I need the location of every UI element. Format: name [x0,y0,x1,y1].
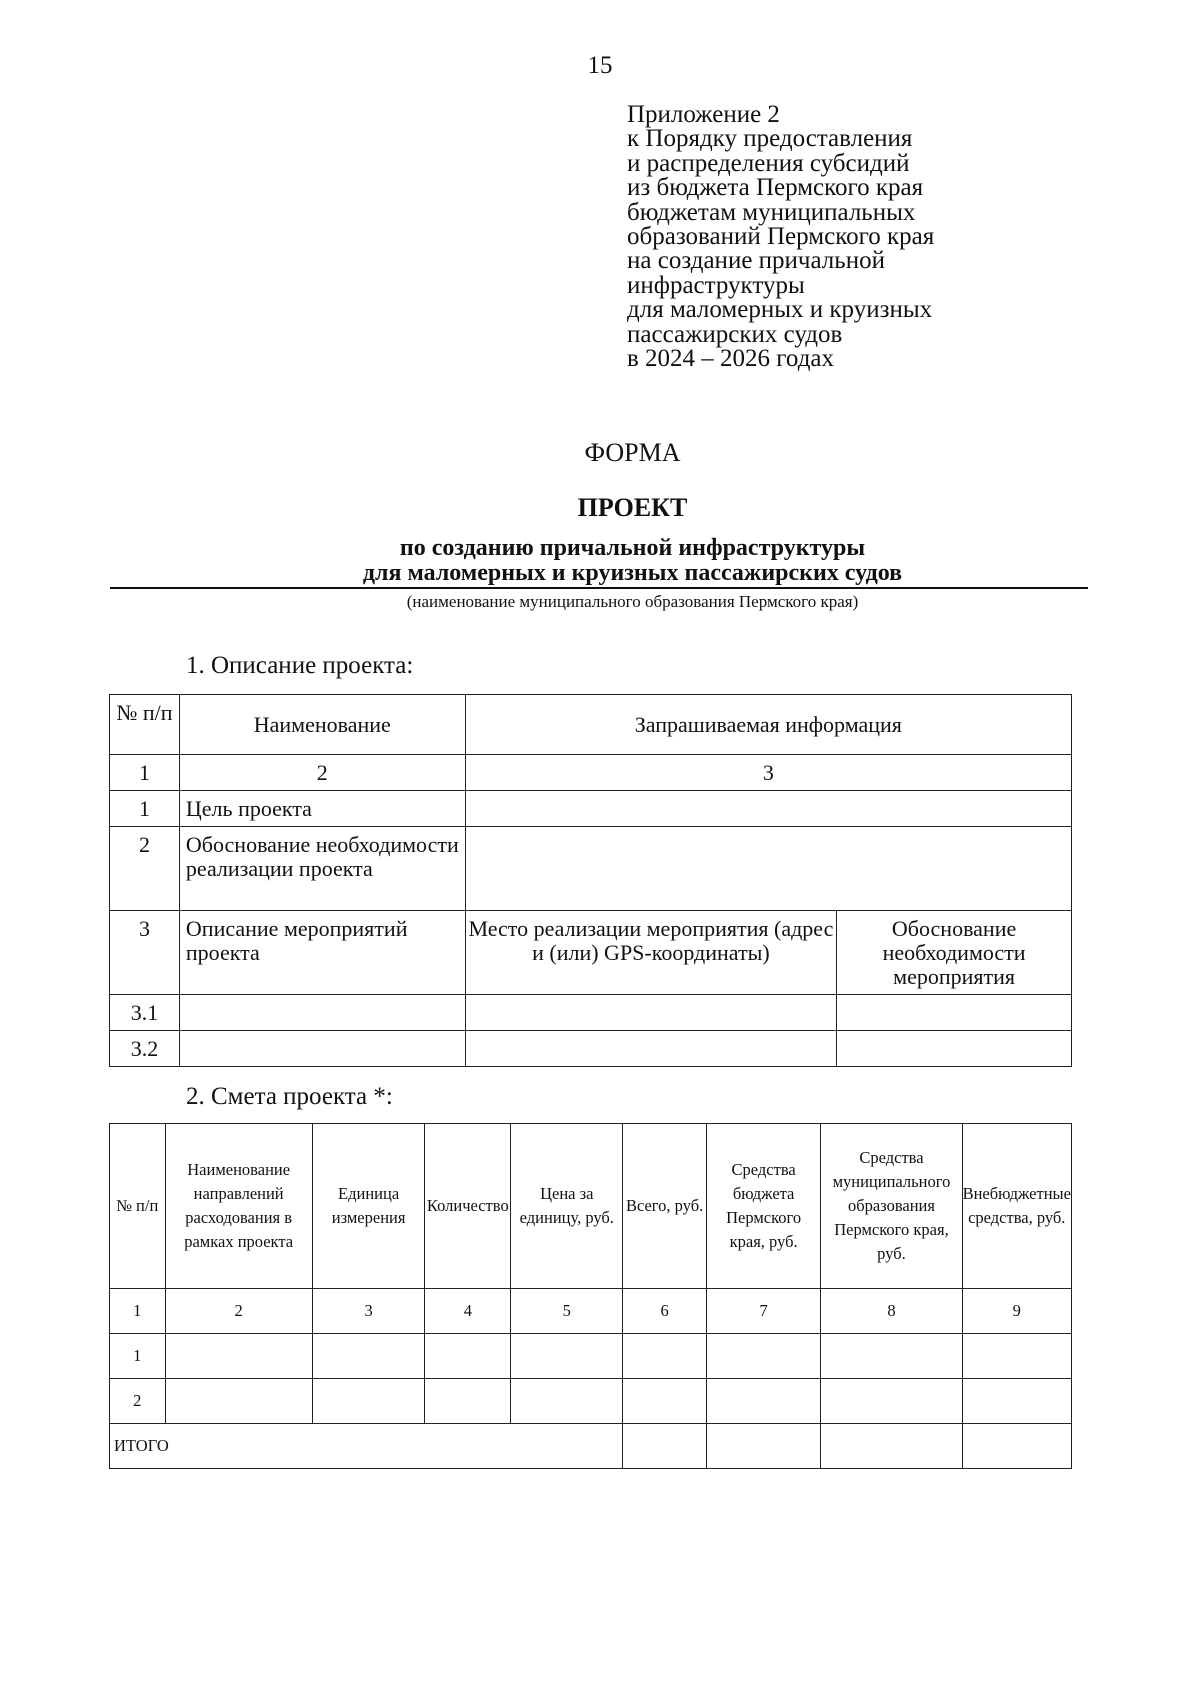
section2-heading: 2. Смета проекта *: [186,1083,393,1110]
row-num: 3.1 [110,995,180,1031]
municipality-name-caption: (наименование муниципального образования Пермского края) [406,592,859,611]
row-place-header: Место реализации мероприятия (адрес и (или) GPS-координаты) [465,911,837,995]
total-cell[interactable] [962,1424,1071,1469]
appendix-line: из бюджета Пермского края [627,174,924,202]
estimate-cell[interactable] [312,1334,425,1379]
row-num: 1 [110,791,180,827]
appendix-reference [627,103,934,371]
estimate-cell[interactable] [623,1379,707,1424]
table-index-row [110,755,1072,791]
table-row [110,1379,1072,1424]
table-header-row [110,695,1072,755]
appendix-line: инфраструктуры [627,271,805,299]
appendix-line: пассажирских судов [627,320,843,348]
estimate-cell[interactable] [821,1379,962,1424]
appendix-line: и распределения субсидий [627,149,910,177]
row-justification-field[interactable] [837,995,1072,1031]
index-cell: 3 [312,1289,425,1334]
table-row [110,791,1072,827]
appendix-line: на создание причальной [627,247,885,275]
project-subtitle-line2: для маломерных и круизных пассажирских судов [362,560,903,586]
estimate-cell[interactable] [821,1334,962,1379]
header-num: № п/п [110,695,180,755]
row-name: Цель проекта [179,791,465,827]
row-place-field[interactable] [465,995,837,1031]
row-num: 2 [110,827,180,911]
row-info-field[interactable] [465,791,1071,827]
header-info: Запрашиваемая информация [465,695,1071,755]
table-total-row [110,1424,1072,1469]
row-name-field[interactable] [179,1031,465,1067]
index-cell: 2 [179,755,465,791]
estimate-cell[interactable] [165,1379,312,1424]
index-cell: 6 [623,1289,707,1334]
row-num: 3 [110,911,180,995]
total-cell[interactable] [821,1424,962,1469]
estimate-cell[interactable] [706,1379,821,1424]
table-row [110,995,1072,1031]
table-header-row [110,1124,1072,1289]
header-cell: Наименование направлений расходования в рамках проекта [165,1124,312,1289]
municipality-name-underline [110,587,1088,589]
header-cell: № п/п [110,1124,166,1289]
form-label: ФОРМА [584,438,681,467]
estimate-cell[interactable] [511,1379,623,1424]
index-cell: 4 [425,1289,511,1334]
estimate-cell[interactable] [425,1379,511,1424]
row-num: 3.2 [110,1031,180,1067]
table-row [110,1031,1072,1067]
index-cell: 5 [511,1289,623,1334]
header-name: Наименование [179,695,465,755]
appendix-line: бюджетам муниципальных [627,198,916,226]
appendix-line: Приложение 2 [627,101,780,128]
estimate-cell[interactable] [962,1334,1071,1379]
total-cell[interactable] [623,1424,707,1469]
table-row [110,911,1072,995]
table-index-row [110,1289,1072,1334]
index-cell: 8 [821,1289,962,1334]
row-num: 2 [110,1379,166,1424]
appendix-line: образований Пермского края [627,223,935,251]
index-cell: 3 [465,755,1071,791]
estimate-cell[interactable] [511,1334,623,1379]
project-title: ПРОЕКТ [577,493,688,522]
appendix-line: для маломерных и круизных [627,296,933,324]
header-cell: Цена за единицу, руб. [511,1124,623,1289]
header-cell: Средства бюджета Пермского края, руб. [706,1124,821,1289]
project-estimate-table [109,1123,1072,1469]
header-cell: Количество [425,1124,511,1289]
appendix-line: к Порядку предоставления [627,125,913,153]
row-num: 1 [110,1334,166,1379]
index-cell: 2 [165,1289,312,1334]
row-justification-field[interactable] [837,1031,1072,1067]
estimate-cell[interactable] [425,1334,511,1379]
header-cell: Всего, руб. [623,1124,707,1289]
page-number: 15 [587,52,613,79]
total-cell[interactable] [706,1424,821,1469]
estimate-cell[interactable] [165,1334,312,1379]
row-place-field[interactable] [465,1031,837,1067]
index-cell: 7 [706,1289,821,1334]
project-description-table [109,694,1072,1067]
header-cell: Внебюджетные средства, руб. [962,1124,1071,1289]
table-row [110,1334,1072,1379]
total-label: ИТОГО [110,1424,623,1469]
header-cell: Единица измерения [312,1124,425,1289]
row-justification-header: Обоснование необходимости мероприятия [837,911,1072,995]
estimate-cell[interactable] [312,1379,425,1424]
index-cell: 1 [110,755,180,791]
row-info-field[interactable] [465,827,1071,911]
project-subtitle-line1: по созданию причальной инфраструктуры [399,535,866,561]
section1-heading: 1. Описание проекта: [186,652,414,679]
row-name: Описание мероприятий проекта [179,911,465,995]
estimate-cell[interactable] [706,1334,821,1379]
appendix-line: в 2024 – 2026 годах [627,345,835,373]
estimate-cell[interactable] [623,1334,707,1379]
index-cell: 9 [962,1289,1071,1334]
row-name-field[interactable] [179,995,465,1031]
row-name: Обоснование необходимости реализации проекта [179,827,465,911]
index-cell: 1 [110,1289,166,1334]
table-row [110,827,1072,911]
estimate-cell[interactable] [962,1379,1071,1424]
header-cell: Средства муниципального образования Пермского края, руб. [821,1124,962,1289]
